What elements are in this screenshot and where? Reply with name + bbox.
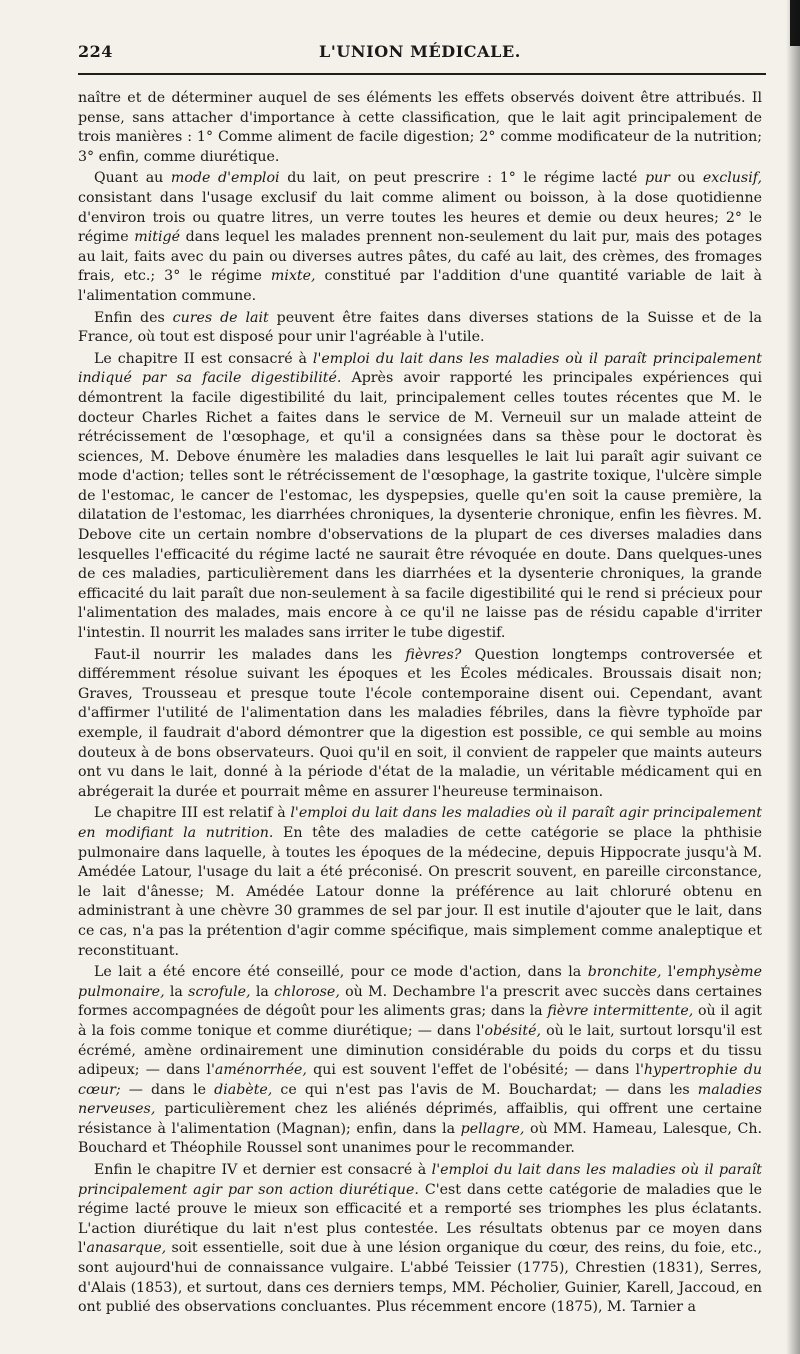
italic-text: exclusif, [702, 170, 762, 187]
italic-text: maladies nerveuses, [78, 1081, 763, 1118]
text-run: où le lait, surtout lorsqu'il est écrémé, amène ordinairement une diminution considérable du poids du corps et du tissu adipeux; — dans l' [78, 1022, 762, 1079]
paragraph-p3 [78, 309, 762, 348]
text-run: constitué par l'addition d'une quantité variable de lait à l'alimentation commune. [78, 268, 762, 304]
paragraph-p5 [78, 646, 762, 803]
text-run: où MM. Hameau, Lalesque, Ch. Bouchard et Théophile Roussel sont unanimes pour le recommander. [78, 1120, 762, 1157]
text-run: Faut-il nourrir les malades dans les [94, 646, 406, 663]
text-run: du lait, on peut prescrire : 1° le régime lacté [279, 170, 645, 187]
text-run: Le chapitre III est relatif à [94, 805, 291, 822]
header-rule [78, 73, 766, 75]
text-run: Quant au [94, 170, 171, 187]
paragraph-p7 [78, 963, 762, 1159]
text-run: C'est dans cette catégorie de maladies que le régime lacté prouve le mieux son efficacité et a remporté ses triomphes les plus éclatants. L'action diurétique du lait n'est plus contestée. Les résultats obtenus par ce moyen dans l' [78, 1181, 763, 1257]
text-run: Enfin le chapitre IV et dernier est consacré à [94, 1162, 432, 1179]
italic-text: anasarque, [86, 1240, 167, 1257]
paragraph-p8 [78, 1161, 762, 1318]
italic-text: fièvres? [405, 646, 462, 663]
text-run: naître et de déterminer auquel de ses éléments les effets observés doivent être attribués. Il pense, sans attacher d'importance à cette classification, que le lait agit principalement de trois manières : 1° Comme aliment de facile digestion; 2° comme modificateur de la nutrition; 3° enfin, comme diurétique. [78, 90, 762, 165]
text-run: soit essentielle, soit due à une lésion organique du cœur, des reins, du foie, etc., sont aujourd'hui de connaissance vulgaire. L'abbé Teissier (1775), Chrestien (1831), Serres, d'Alais (1853), et surtout, dans ces derniers temps, MM. Pécholier, Guinier, Karell, Jaccoud, en ont publié des observations concluantes. Plus récemment encore (1875), M. Tarnier a [78, 1240, 762, 1316]
italic-text: l'emploi du lait dans les maladies où il paraît principalement indiqué par sa facile digestibilité. [78, 350, 762, 387]
text-run: Le chapitre II est consacré à [94, 350, 313, 367]
paragraph-p4 [78, 350, 762, 644]
body-text [78, 89, 762, 1318]
text-run: Enfin des [94, 309, 173, 326]
text-run: particulièrement chez les aliénés déprimés, affaiblis, qui offrent une certaine résistance à l'alimentation (Magnan); enfin, dans la [78, 1101, 762, 1137]
italic-text: chlorose, [274, 983, 340, 1000]
text-run: peuvent être faites dans diverses stations de la Suisse et de la France, où tout est disposé pour unir l'agréable à l'utile. [78, 309, 763, 346]
text-run: où il agit à la fois comme tonique et comme diurétique; — dans l' [78, 1003, 762, 1039]
text-run: Le lait a été encore été conseillé, pour ce mode d'action, dans la [94, 964, 588, 981]
text-run: Question longtemps controversée et différemment résolue suivant les époques et les Écoles médicales. Broussais disait non; Graves, Trousseau et presque toute l'école contemporaine disent oui. Cependant, avant d'affirmer l'utilité de l'alimentation dans les maladies fébriles, dans la fièvre typhoïde par exemple, il faudrait d'abord démontrer que la digestion est possible, ce qui semble au moins douteux à de bons observateurs. Quoi qu'il en soit, il convient de rappeler que maints auteurs ont vu dans le lait, donné à la période d'état de la maladie, un véritable médicament qui en abrégerait la durée et pourrait même en assurer l'heureuse terminaison. [78, 646, 762, 800]
text-run: ou [669, 170, 703, 187]
italic-text: mode d'emploi [170, 170, 280, 187]
italic-text: hypertrophie du cœur; [78, 1062, 762, 1098]
paragraph-p2 [78, 169, 762, 306]
italic-text: l'emploi du lait dans les maladies où il paraît agir principalement en modifiant la nutrition. [78, 805, 763, 841]
text-run: ce qui n'est pas l'avis de M. Bouchardat; — dans les [272, 1081, 698, 1098]
page-edge-shadow [790, 0, 800, 46]
italic-text: obésité, [484, 1022, 541, 1039]
paragraph-p6 [78, 804, 762, 961]
italic-text: bronchite, [587, 964, 662, 981]
italic-text: mitigé [134, 229, 181, 246]
italic-text: diabète, [214, 1081, 273, 1098]
italic-text: pellagre, [460, 1120, 525, 1137]
text-run: l' [661, 964, 677, 981]
document-page [78, 42, 763, 1316]
paragraph-p1 [78, 89, 762, 167]
page-header [78, 42, 762, 72]
text-run: consistant dans l'usage exclusif du lait comme aliment ou boisson, à la dose quotidienne d'environ trois ou quatre litres, un verre toutes les heures et demie ou deux heures; 2° le régime [78, 189, 762, 246]
italic-text: scrofule, [188, 983, 251, 1000]
text-run: dans lequel les malades prennent non-seulement du lait pur, mais des potages au lait, faits avec du pain ou diverses autres pâtes, du café au lait, des crèmes, des fromages frais, etc.; 3° le régime [78, 229, 762, 285]
text-run: où M. Dechambre l'a prescrit avec succès dans certaines formes accompagnées de dégoût pour les aliments gras; dans la [78, 983, 763, 1020]
italic-text: fièvre intermittente, [547, 1003, 694, 1020]
page-number: 224 [78, 42, 113, 61]
italic-text: l'emploi du lait dans les maladies où il paraît principalement agir par son action diurétique. [78, 1162, 763, 1198]
text-run: — dans le [120, 1081, 215, 1098]
text-run: qui est souvent l'effet de l'obésité; — dans l' [306, 1062, 644, 1079]
running-title: L'UNION MÉDICALE. [319, 42, 521, 61]
text-run: En tête des maladies de cette catégorie se place la phthisie pulmonaire dans laquelle, à toutes les époques de la médecine, depuis Hippocrate jusqu'à M. Amédée Latour, l'usage du lait a été préconisé. On prescrit souvent, en pareille circonstance, le lait d'ânesse; M. Amédée Latour donne la préférence au lait chloruré obtenu en administrant à une chèvre 30 grammes de sel par jour. Il est inutile d'ajouter que le lait, dans ce cas, n'a pas la prétention d'agir comme spécifique, mais simplement comme analeptique et reconstituant. [78, 824, 762, 959]
text-run: la [250, 983, 275, 1000]
italic-text: pur [644, 170, 670, 187]
text-run: la [164, 983, 189, 1000]
italic-text: aménorrhée, [214, 1062, 307, 1079]
italic-text: mixte, [270, 268, 316, 285]
italic-text: emphysème pulmonaire, [78, 964, 762, 1000]
binding-shadow [786, 0, 800, 1354]
text-run: Après avoir rapporté les principales expériences qui démontrent la facile digestibilité du lait, principalement celles toutes récentes que M. le docteur Charles Richet a faites dans le service de M. Verneuil sur un malade atteint de rétrécissement de l'œsophage, et qu'il a consignées dans sa thèse pour le doctorat ès sciences, M. Debove énumère les maladies dans lesquelles le lait lui paraît agir suivant ce mode d'action; telles sont le rétrécissement de l'œsophage, la gastrite toxique, l'ulcère simple de l'estomac, le cancer de l'estomac, les dyspepsies, quelle qu'en soit la cause première, la dilatation de l'estomac, les diarrhées chroniques, la dysenterie chronique, enfin les fièvres. M. Debove cite un certain nombre d'observations de la plupart de ces diverses maladies dans lesquelles l'efficacité du régime lacté ne saurait être révoquée en doute. Dans quelques-unes de ces maladies, particulièrement dans les diarrhées et la dysenterie chroniques, la grande efficacité du lait paraît due non-seulement à sa facile digestibilité qui le rend si précieux pour l'alimentation des malades, mais encore à ce qu'il ne laisse pas de résidu capable d'irriter l'intestin. Il nourrit les malades sans irriter le tube digestif. [78, 370, 762, 642]
italic-text: cures de lait [172, 309, 269, 326]
